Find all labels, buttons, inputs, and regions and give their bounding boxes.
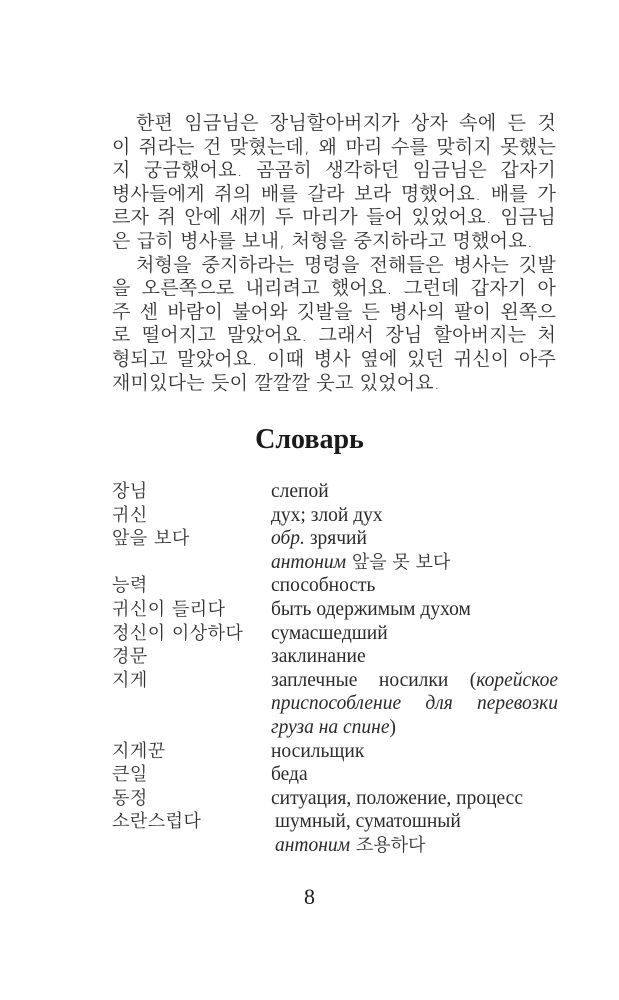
vocab-definition <box>271 810 558 834</box>
definition-italic: приспособление для перевозки <box>271 693 558 715</box>
page-number: 8 <box>304 884 315 909</box>
vocab-entry <box>112 598 558 622</box>
vocab-term: 능력 <box>112 575 148 597</box>
vocab-definition <box>271 598 558 622</box>
vocab-entry <box>112 504 558 528</box>
definition-text: носильщик <box>271 740 365 762</box>
vocab-entry <box>112 645 558 669</box>
vocab-term: 경문 <box>112 646 148 668</box>
antonym-korean: 조용하다 <box>350 834 426 856</box>
definition-italic: груза на спине <box>271 716 390 738</box>
vocab-definition <box>271 834 558 858</box>
definition-text: зрячий <box>304 528 367 550</box>
definition-italic: корейское <box>476 669 558 691</box>
definition-text: способность <box>271 575 376 597</box>
definition-text: беда <box>271 764 308 786</box>
vocab-term: 동정 <box>112 787 148 809</box>
definition-text: быть одержимым духом <box>271 598 471 620</box>
definition-text: дух; злой дух <box>271 504 383 526</box>
vocab-entry-antonym <box>112 834 558 858</box>
story-line: 재미있다는 듯이 깔깔깔 웃고 있었어요. <box>112 371 441 394</box>
story-line: 이 쥐라는 건 맞혔는데, 왜 마리 수를 맞히지 못했는 <box>112 135 556 158</box>
story-line: 은 급히 병사를 보내, 처형을 중지하라고 명했어요. <box>112 229 533 252</box>
definition-text: заплечные носилки ( <box>271 669 477 691</box>
vocab-term: 장님 <box>112 481 148 502</box>
vocab-entry-antonym <box>112 551 558 575</box>
definition-text: ситуация, положение, процесс <box>271 787 523 809</box>
antonym-label: антоним <box>275 834 351 856</box>
vocab-term: 정신이 이상하다 <box>112 622 244 644</box>
definition-text: шумный, суматошный <box>275 811 461 833</box>
story-line: 병사들에게 쥐의 배를 갈라 보라 명했어요. 배를 가 <box>112 182 556 205</box>
vocab-definition <box>271 504 558 528</box>
abbreviation: обр. <box>271 528 305 550</box>
vocab-entry <box>112 622 558 646</box>
vocab-definition <box>271 480 558 504</box>
vocab-definition <box>271 740 558 764</box>
vocab-term: 소란스럽다 <box>112 811 202 833</box>
vocab-definition <box>271 763 558 787</box>
story-line: 르자 쥐 안에 새끼 두 마리가 들어 있었어요. 임금님 <box>112 206 556 229</box>
vocab-entry <box>112 480 558 504</box>
definition-text: ) <box>389 716 397 738</box>
vocab-definition <box>271 787 558 811</box>
story-line: 한편 임금님은 장님할아버지가 상자 속에 든 것 <box>136 112 556 134</box>
vocab-definition <box>271 527 558 551</box>
vocab-entry <box>112 527 558 551</box>
vocab-term: 귀신이 들리다 <box>112 598 226 620</box>
vocab-term: 지게꾼 <box>112 740 166 762</box>
vocab-term: 지게 <box>112 669 148 691</box>
story-line: 형되고 말았어요. 이때 병사 옆에 있던 귀신이 아주 <box>112 347 556 370</box>
story-line: 지 궁금했어요. 곰곰히 생각하던 임금님은 갑자기 <box>112 159 556 182</box>
story-line: 주 센 바람이 불어와 깃발을 든 병사의 팔이 왼쪽으 <box>112 300 556 323</box>
vocab-entry <box>112 669 558 740</box>
story-line: 처형을 중지하라는 명령을 전해들은 병사는 깃발 <box>136 253 556 276</box>
vocabulary-title: Словарь <box>255 424 364 455</box>
vocab-entry <box>112 574 558 598</box>
story-paragraphs <box>112 112 556 395</box>
vocab-entry <box>112 810 558 834</box>
definition-text: слепой <box>271 481 329 502</box>
vocab-term: 귀신 <box>112 504 148 526</box>
definition-text: заклинание <box>271 646 366 668</box>
antonym-label: антоним <box>271 551 347 573</box>
vocabulary-list <box>112 480 558 858</box>
vocab-entry <box>112 787 558 811</box>
vocab-definition <box>271 551 558 575</box>
vocab-term: 앞을 보다 <box>112 528 190 550</box>
definition-text: сумасшедший <box>271 622 388 644</box>
vocab-definition <box>271 622 558 646</box>
story-line: 로 떨어지고 말았어요. 그래서 장님 할아버지는 처 <box>112 324 556 347</box>
vocab-entry <box>112 740 558 764</box>
vocab-definition <box>271 669 558 740</box>
vocab-definition <box>271 645 558 669</box>
vocab-entry <box>112 763 558 787</box>
vocab-definition <box>271 574 558 598</box>
antonym-korean: 앞을 못 보다 <box>346 551 451 573</box>
vocab-term: 큰일 <box>112 764 148 786</box>
story-line: 을 오른쪽으로 내리려고 했어요. 그런데 갑자기 아 <box>112 277 556 300</box>
